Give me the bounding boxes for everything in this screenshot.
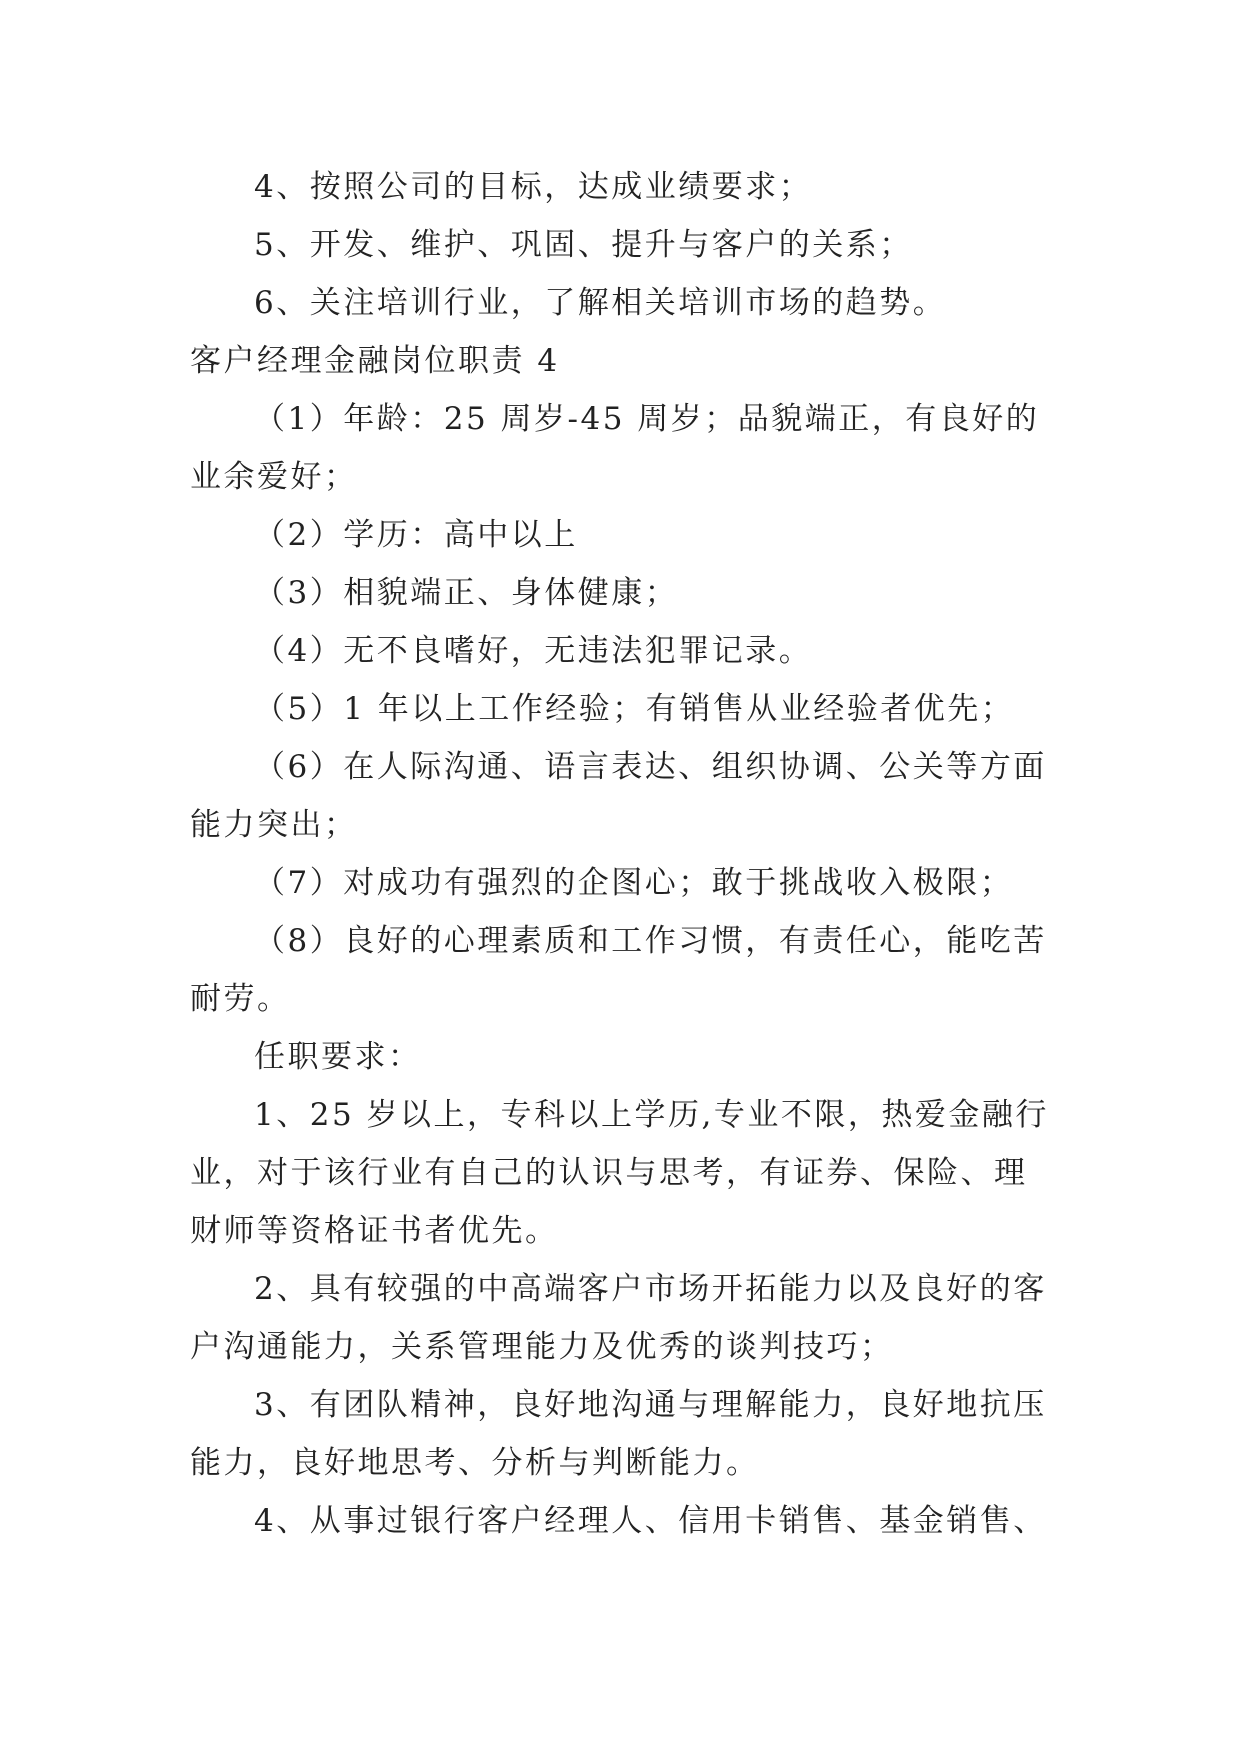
- paragraph: （4）无不良嗜好，无违法犯罪记录。: [254, 633, 813, 669]
- paragraph: （5）1 年以上工作经验；有销售从业经验者优先；: [254, 691, 1015, 727]
- paragraph: 4、按照公司的目标，达成业绩要求；: [254, 169, 813, 205]
- paragraph: （7）对成功有强烈的企图心；敢于挑战收入极限；: [254, 865, 1014, 901]
- paragraph: 4、从事过银行客户经理人、信用卡销售、基金销售、: [254, 1503, 1047, 1539]
- paragraph: （3）相貌端正、身体健康；: [254, 575, 679, 611]
- paragraph: 5、开发、维护、巩固、提升与客户的关系；: [254, 227, 913, 263]
- paragraph: （2）学历：高中以上: [254, 517, 578, 553]
- section-heading: 客户经理金融岗位职责 4: [190, 343, 560, 379]
- paragraph: （8）良好的心理素质和工作习惯，有责任心，能吃苦耐劳。: [190, 923, 1047, 1017]
- paragraph: （6）在人际沟通、语言表达、组织协调、公关等方面能力突出；: [190, 749, 1047, 843]
- paragraph: 6、关注培训行业，了解相关培训市场的趋势。: [254, 285, 947, 321]
- paragraph: 3、有团队精神，良好地沟通与理解能力，良好地抗压能力，良好地思考、分析与判断能力。: [190, 1387, 1047, 1481]
- paragraph: （1）年龄：25 周岁-45 周岁；品貌端正，有良好的业余爱好；: [190, 401, 1040, 495]
- paragraph: 1、25 岁以上，专科以上学历,专业不限，热爱金融行业，对于该行业有自己的认识与思考，有证券、保险、理财师等资格证书者优先。: [190, 1097, 1049, 1249]
- paragraph: 任职要求：: [254, 1039, 422, 1075]
- paragraph: 2、具有较强的中高端客户市场开拓能力以及良好的客户沟通能力，关系管理能力及优秀的谈判技巧；: [190, 1271, 1047, 1365]
- document-body: [190, 158, 1052, 1550]
